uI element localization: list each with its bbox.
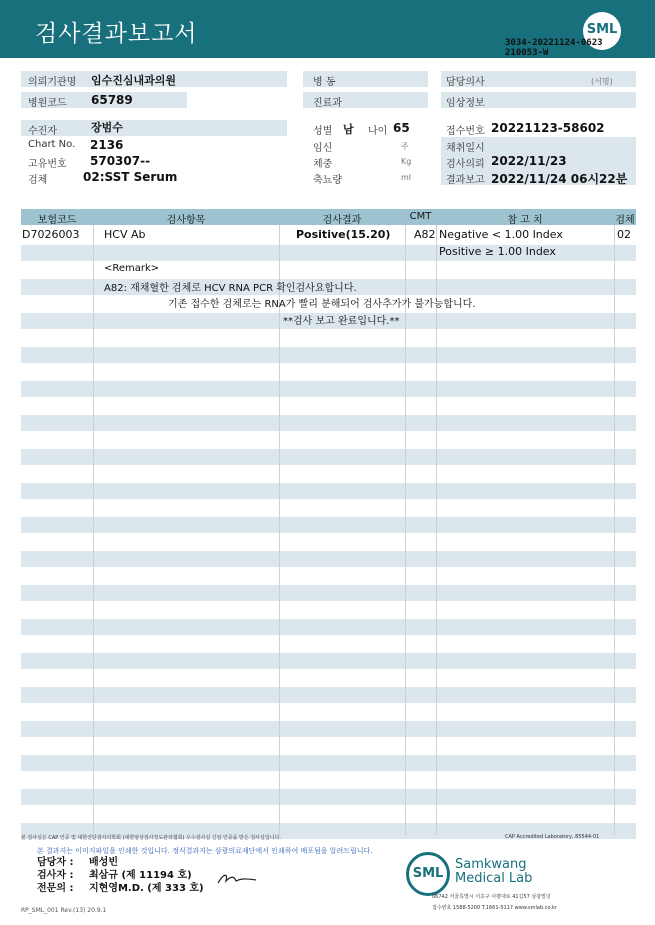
test-result-cell: Positive(15.20): [296, 228, 391, 241]
age-value: 65: [393, 121, 410, 135]
request-label: 검사의뢰: [446, 159, 485, 170]
manager-value: 배성빈: [89, 857, 118, 868]
table-stripe: [21, 347, 636, 363]
urine-label: 축뇨량: [313, 175, 342, 186]
header-insurance-code: 보험코드: [37, 215, 77, 226]
table-stripe: [21, 551, 636, 567]
remark-line: A82: 재채혈한 검체로 HCV RNA PCR 확인검사요합니다.: [104, 283, 357, 294]
column-divider: [93, 225, 94, 835]
specimen-cell: 02: [617, 228, 631, 241]
pregnancy-unit: 주: [401, 142, 409, 151]
sml-logo-text: SML: [586, 22, 618, 37]
signature-image: [216, 871, 258, 887]
lab-contact: 접수번호 1588-5200 T.1661-5117 www.smlab.co.kr: [432, 905, 557, 911]
report-complete-note: **검사 보고 완료입니다.**: [283, 316, 400, 327]
table-stripe: [21, 381, 636, 397]
table-stripe: [21, 517, 636, 533]
receipt-label: 접수번호: [446, 126, 485, 137]
manager-label: 담당자 :: [37, 857, 74, 868]
urine-unit: ml: [401, 173, 412, 182]
table-stripe: [21, 449, 636, 465]
table-stripe: [21, 415, 636, 431]
collection-label: 채취일시: [446, 143, 485, 154]
cmt-cell: A82: [414, 228, 436, 241]
test-item-cell: HCV Ab: [104, 228, 146, 241]
chart-value: 2136: [90, 138, 124, 152]
table-stripe: [21, 653, 636, 669]
tester-label: 검사자 :: [37, 870, 74, 881]
age-label: 나이: [368, 126, 388, 137]
cap-lab-number: CAP Accredited Laboratory, 85544-01: [505, 834, 600, 840]
table-stripe: [21, 721, 636, 737]
remark-title: <Remark>: [104, 263, 160, 274]
sex-label: 성별: [313, 126, 333, 137]
result-date-label: 결과보고: [446, 175, 485, 186]
specialist-value: 지현영M.D. (제 333 호): [89, 883, 204, 894]
report-code: [505, 38, 603, 58]
ward-label: 병 동: [313, 77, 336, 88]
brand-name: [455, 858, 532, 886]
table-stripe: [21, 619, 636, 635]
specialist-label: 전문의 :: [37, 883, 74, 894]
header-cmt: CMT: [409, 211, 432, 222]
department-label: 진료과: [313, 98, 342, 109]
institution-value: 임수진심내과의원: [91, 74, 177, 87]
revision-code: RP_SML_001 Rev.(13) 20.9.1: [21, 907, 107, 914]
reference-cell: Positive ≥ 1.00 Index: [439, 245, 556, 258]
column-divider: [405, 225, 406, 835]
header-test-result: 검사결과: [322, 215, 362, 226]
specimen-label: 검체: [28, 175, 48, 186]
column-divider: [614, 225, 615, 835]
reference-cell: Negative < 1.00 Index: [439, 228, 563, 241]
table-stripe: [21, 585, 636, 601]
report-code-line1: 3034-20221124-0623: [505, 38, 603, 48]
specimen-value: 02:SST Serum: [83, 170, 178, 184]
patient-label: 수진자: [28, 126, 57, 137]
table-stripe: [21, 687, 636, 703]
cap-note: 본 검사실은 CAP 인증 및 대한진단검사의학회 (대한임상검사정도관리협회) 우수검사실 신임 인증을 받은 검사실입니다.: [21, 835, 281, 841]
sex-value: 남: [343, 123, 354, 136]
hospital-code-label: 병원코드: [28, 98, 67, 109]
institution-label: 의뢰기관명: [28, 77, 77, 88]
column-divider: [436, 225, 437, 835]
notice-text: 본 결과지는 이미지파일을 인쇄한 것입니다. 정식결과지는 삼광의료재단에서 인쇄하여 배포됨을 알려드립니다.: [37, 847, 373, 855]
table-stripe: [21, 483, 636, 499]
tester-value: 최삼규 (제 11194 호): [89, 870, 192, 881]
patient-row: [21, 120, 287, 136]
column-divider: [279, 225, 280, 835]
table-stripe: [21, 755, 636, 771]
id-value: 570307--: [90, 154, 151, 168]
pregnancy-label: 임신: [313, 143, 333, 154]
clinical-info-label: 임상정보: [446, 98, 485, 109]
patient-value: 장범수: [91, 121, 123, 134]
results-table-header: [21, 209, 636, 225]
sml-brand-logo: [406, 852, 450, 896]
receipt-value: 20221123-58602: [491, 121, 605, 135]
report-code-line2: 210053-W: [505, 48, 549, 58]
hospital-code-value: 65789: [91, 93, 133, 107]
id-label: 고유번호: [28, 159, 67, 170]
lab-address: 06742 서울특별시 서초구 사평대로 41길57 삼광빌딩: [432, 894, 551, 900]
insurance-code-cell: D7026003: [22, 228, 80, 241]
brand-name-line1: Samkwang: [455, 857, 527, 872]
remark-line: 기존 접수한 검체로는 RNA가 빨리 분해되어 검사추가가 불가능합니다.: [168, 299, 476, 310]
brand-logo-text: SML: [412, 866, 444, 881]
result-date-value: 2022/11/24 06시22분: [491, 172, 628, 186]
page-title: 검사결과보고서: [35, 21, 198, 47]
header-reference: 참 고 치: [507, 215, 543, 226]
brand-name-line2: Medical Lab: [455, 871, 533, 886]
weight-label: 체중: [313, 159, 333, 170]
header-test-item: 검사항목: [166, 215, 206, 226]
table-stripe: [21, 789, 636, 805]
doctor-label: 담당의사: [446, 77, 485, 88]
doctor-stamp: (서명): [591, 77, 613, 86]
request-value: 2022/11/23: [491, 154, 567, 168]
chart-label: Chart No.: [28, 139, 76, 150]
header-specimen: 검체: [615, 215, 635, 226]
weight-unit: Kg: [401, 157, 412, 166]
